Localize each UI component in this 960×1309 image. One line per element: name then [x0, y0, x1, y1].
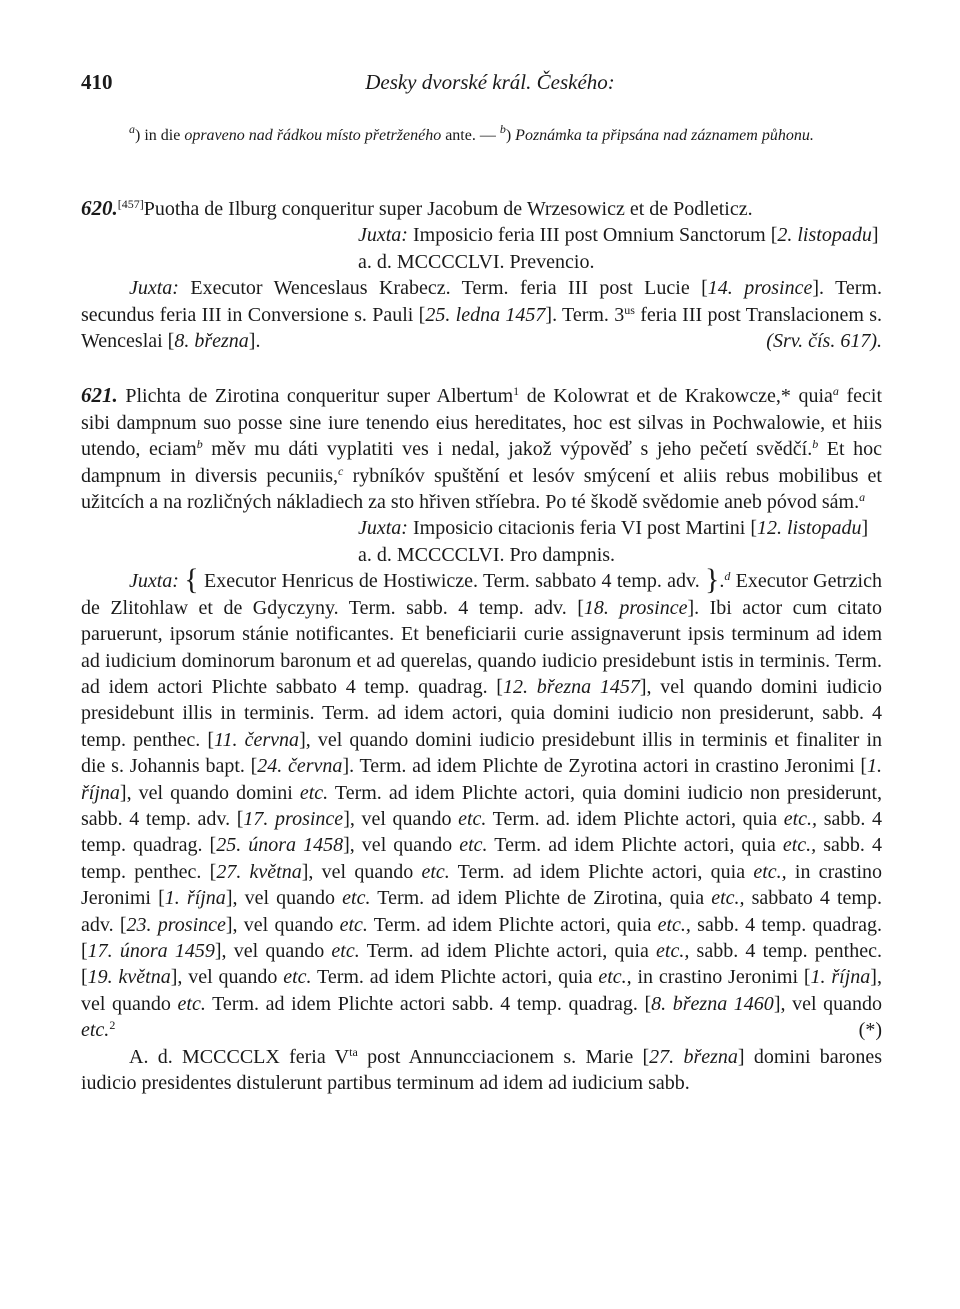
page-number: 410	[81, 70, 113, 94]
entry-620-juxta-imposicio: Juxta: Imposicio feria III post Omnium Sanctorum [2. listopadu] a. d. MCCCCLVI. Prevencio.	[358, 224, 879, 273]
entry-621-complaint: 621. Plichta de Zirotina conqueritur super Albertum$^1$ de Kolowrat et de Krakowcze,* quia$^a$ fecit sibi dampnum suo posse sine iure tenendo eius hereditates, hoc est silvas in Pochwalowie, et hiis utendo, eciam$^b$ měv mu dáti vyplatiti ves i nedal, jakož výpověď s jeho pečetí svědčí.$^b$ Et hoc dampnum in diversis pecuniis,$^c$ rybníkóv spuštění et lesóv smýcení et aliis rebus mobilibus et užitcích a na rozličných nákladiech za sto hřiven stříebra. Po té škodě svědomie aneb póvod sám.$^a$	[81, 383, 883, 514]
entry-621-juxta-imposicio: Juxta: Imposicio citacionis feria VI post Martini [12. listopadu] a. d. MCCCCLVI. Pro dampnis.	[358, 517, 869, 566]
entry-620-juxta-executor: Juxta: Executor Wenceslaus Krabecz. Term. feria III post Lucie [14. prosince]. Term. secundus feria III in Conversione s. Pauli [25. ledna 1457]. Term. $3^{us}$ feria III post Translacionem s. Wenceslai [8. března]. (Srv. čís. 617).	[81, 275, 882, 354]
cross-reference: (Srv. čís. 617).	[766, 330, 882, 353]
entry-621-postponement: A. d. MCCCCLX feria $V^{ta}$ post Annuncciacionem s. Marie [27. března] domini barones iudicio presidentes distulerunt partibus terminum ad idem ad iudicium sabb.	[81, 1044, 882, 1094]
entry-621	[81, 382, 882, 1096]
entry-620	[81, 195, 882, 354]
marginal-mark: (*)	[858, 1019, 882, 1042]
footnote-a-b: $^a$) in die opraveno nad řádkou místo přetrženého ante. — $^b$) Poznámka ta připsána nad záznamem půhonu.	[129, 122, 814, 144]
entry-620-heading: 620.[457]Puotha de Ilburg conqueritur super Jacobum de Wrzesowicz et de Podleticz.	[81, 196, 753, 220]
entry-621-proceedings: Juxta: { Executor Henricus de Hostiwicze. Term. sabbato 4 temp. adv. }.$^d$ Executor Getrzich de Zlitohlaw et de Gdyczyny. Term. sabb. 4 temp. adv. [18. prosince]. Ibi actor cum citato paruerunt, ipsorum stánie notificantes. Et beneficiarii curie assignaverunt ipsis terminum ad idem ad iudicium dominorum baronum et ad querelas, quando iudicio presidebunt istis in terminis. Term. ad idem actori Plichte sabbato 4 temp. quadrag. [12. března 1457], vel quando domini iudicio presidebunt illis in terminis. Term. ad idem actori, quia domini iudicio non presiderunt, sabb. 4 temp. penthec. [11. června], vel quando domini iudicio presidebunt illis in terminis et finaliter in die s. Johannis bapt. [24. června]. Term. ad idem Plichte de Zyrotina actori in crastino Jeronimi [1. října], vel quando domini etc. Term. ad idem Plichte actori, quia domini iudicio non presiderunt, sabb. 4 temp. adv. [17. prosince], vel quando etc. Term. ad. idem Plichte actori, quia etc., sabb. 4 temp. quadrag. [25. února 1458], vel quando etc. Term. ad idem Plichte actori, quia etc., sabb. 4 temp. penthec. [27. května], vel quando etc. Term. ad idem Plichte actori, quia etc., in crastino Jeronimi [1. října], vel quando etc. Term. ad idem Plichte de Zirotina, quia etc., sabbato 4 temp. adv. [23. prosince], vel quando etc. Term. ad idem Plichte actori, quia etc., sabb. 4 temp. quadrag. [17. února 1459], vel quando etc. Term. ad idem Plichte actori, quia etc., sabb. 4 temp. penthec. [19. května], vel quando etc. Term. ad idem Plichte actori, quia etc., in crastino Jeronimi [1. října], vel quando etc. Term. ad idem Plichte actori sabb. 4 temp. quadrag. [8. března 1460], vel quando etc.$^2$ (*)	[81, 568, 882, 1043]
footnotes-block	[81, 123, 881, 149]
running-title: Desky dvorské král. Českého:	[365, 70, 615, 94]
main-text	[81, 195, 882, 1096]
